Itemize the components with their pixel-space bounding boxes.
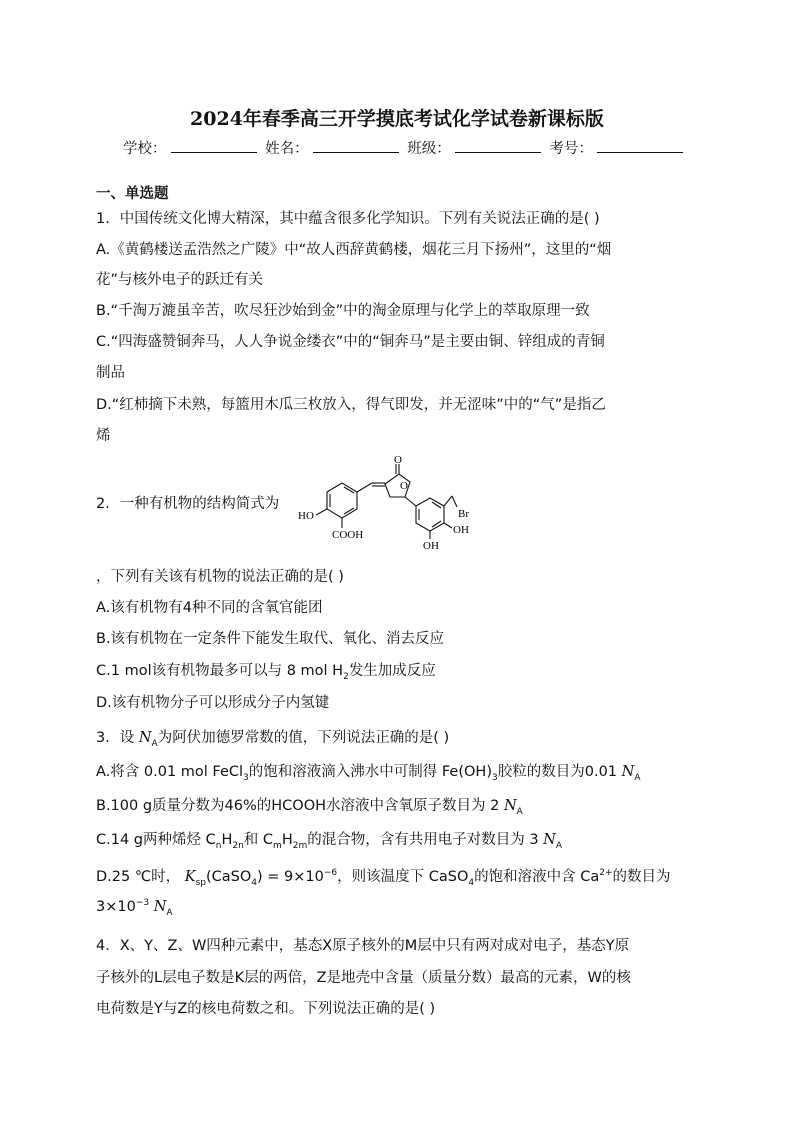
q3-option-d-line2: $3\times 10^{-3}$ $N_A$	[96, 898, 173, 918]
name-label: 姓名：	[265, 141, 309, 157]
school-label: 学校：	[123, 141, 167, 157]
mol-ho-label: HO	[298, 510, 314, 522]
q1-option-b: B.“千淘万漉虽辛苦，吹尽狂沙始到金”中的淘金原理与化学上的萃取原理一致	[96, 303, 590, 319]
mol-carbonyl-oxygen: O	[394, 454, 402, 466]
mol-oh-label-2: OH	[423, 540, 439, 552]
q1-option-d-line1: D.“红柿摘下未熟，每篮用木瓜三枚放入，得气即发，并无涩味”中的“气”是指乙	[96, 397, 606, 413]
q4-stem-line3: 电荷数是Y与Z的核电荷数之和。下列说法正确的是( )	[96, 1001, 436, 1017]
number-blank[interactable]	[597, 138, 683, 153]
q3-option-d-line1: D.25 ℃时， $K_{sp}(CaSO_4) = 9\times 10^{-6}$，则该温度下 CaSO$_4$的饱和溶液中含 $Ca^{2+}$的数目为	[96, 868, 671, 888]
mol-ring-oxygen: O	[400, 480, 408, 492]
q1-option-c-line1: C.“四海盛赞铜奔马，人人争说金缕衣”中的“铜奔马”是主要由铜、锌组成的青铜	[96, 334, 605, 350]
q2-option-d: D.该有机物分子可以形成分子内氢键	[96, 695, 330, 711]
q1-stem: 1．中国传统文化博大精深，其中蕴含很多化学知识。下列有关说法正确的是( )	[96, 211, 600, 227]
molecule-structure	[292, 452, 492, 552]
section-heading: 一、单选题	[96, 186, 169, 202]
q2-option-c: C.1 mol该有机物最多可以与 8 mol $H_2$发生加成反应	[96, 663, 436, 682]
mol-br-label: Br	[458, 508, 469, 520]
q2-stem: 2．一种有机物的结构简式为	[96, 496, 280, 512]
q4-stem-line1: 4．X、Y、Z、W四种元素中，基态X原子核外的M层中只有两对成对电子，基态Y原	[96, 938, 630, 954]
q1-option-a-line2: 花”与核外电子的跃迁有关	[96, 272, 264, 288]
number-label: 考号：	[549, 141, 593, 157]
q1-option-a-line1: A.《黄鹤楼送孟浩然之广陵》中“故人西辞黄鹤楼，烟花三月下扬州”，这里的“烟	[96, 242, 612, 258]
name-blank[interactable]	[313, 138, 399, 153]
exam-title: 2024年春季高三开学摸底考试化学试卷新课标版	[190, 108, 604, 130]
mol-oh-label-1: OH	[453, 524, 469, 536]
q2-stem-continued: ，下列有关该有机物的说法正确的是( )	[96, 569, 344, 585]
q1-option-d-line2: 烯	[96, 428, 111, 444]
q1-option-c-line2: 制品	[96, 365, 125, 381]
q3-option-c: C.14 g两种烯烃 $C_nH_{2n}$和 $C_mH_{2m}$的混合物，含有共用电子对数目为 3 $N_A$	[96, 832, 563, 851]
school-blank[interactable]	[171, 138, 257, 153]
q3-option-a: A.将含 0.01 mol FeCl$_3$的饱和溶液滴入沸水中可制得 $Fe(OH)_3$胶粒的数目为0.01 $N_A$	[96, 764, 641, 783]
q3-option-b: B.100 g质量分数为46%的HCOOH水溶液中含氧原子数目为 2 $N_A$	[96, 798, 523, 817]
class-label: 班级：	[407, 141, 451, 157]
q4-stem-line2: 子核外的L层电子数是K层的两倍，Z是地壳中含量（质量分数）最高的元素，W的核	[96, 970, 631, 986]
q2-option-b: B.该有机物在一定条件下能发生取代、氧化、消去反应	[96, 631, 445, 647]
q3-stem: 3．设 $N_A$为阿伏加德罗常数的值，下列说法正确的是( )	[96, 730, 450, 749]
q2-option-a: A.该有机物有4种不同的含氧官能团	[96, 600, 323, 616]
class-blank[interactable]	[455, 138, 541, 153]
student-info-line	[123, 137, 687, 158]
mol-cooh-label: COOH	[332, 529, 364, 541]
